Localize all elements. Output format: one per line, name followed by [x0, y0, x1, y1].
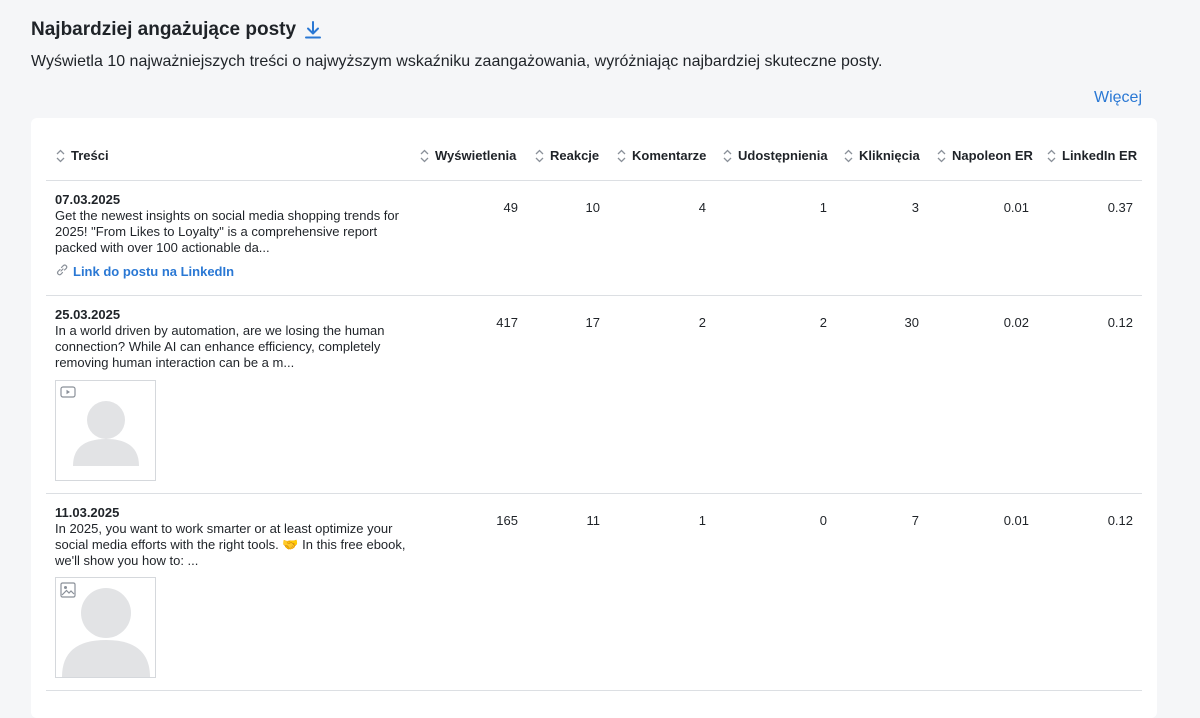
cell-reactions: 10 — [585, 200, 600, 215]
link-icon — [55, 263, 69, 280]
sort-icon — [1047, 149, 1056, 163]
image-icon — [60, 582, 76, 603]
posts-table-card — [31, 118, 1157, 718]
post-thumbnail[interactable] — [55, 577, 156, 678]
cell-napoleon-er: 0.01 — [1003, 513, 1029, 528]
cell-reactions: 11 — [586, 513, 600, 528]
download-icon[interactable] — [304, 20, 322, 40]
post-text: In a world driven by automation, are we losing the human connection? While AI can enhance efficiency, completely removing human interaction can be a m... — [55, 323, 385, 370]
cell-comments: 1 — [698, 513, 706, 528]
cell-clicks: 3 — [911, 200, 919, 215]
cell-views: 417 — [496, 315, 518, 330]
more-link[interactable]: Więcej — [1093, 89, 1142, 106]
table-row — [46, 296, 1142, 494]
post-date: 25.03.2025 — [55, 307, 121, 322]
post-thumbnail[interactable] — [55, 380, 156, 481]
cell-linkedin-er: 0.12 — [1107, 315, 1133, 330]
section-title — [31, 19, 322, 41]
cell-reactions: 17 — [585, 315, 600, 330]
sort-icon — [56, 149, 65, 163]
cell-clicks: 7 — [911, 513, 919, 528]
sort-icon — [723, 149, 732, 163]
cell-linkedin-er: 0.12 — [1107, 513, 1133, 528]
video-icon — [60, 385, 76, 404]
column-header-content[interactable]: Treści — [56, 148, 109, 163]
section-title-text: Najbardziej angażujące posty — [31, 19, 297, 40]
cell-napoleon-er: 0.02 — [1003, 315, 1029, 330]
sort-icon — [420, 149, 429, 163]
column-header-shares[interactable]: Udostępnienia — [723, 148, 828, 163]
column-header-reactions[interactable]: Reakcje — [535, 148, 599, 163]
sort-icon — [617, 149, 626, 163]
cell-napoleon-er: 0.01 — [1003, 200, 1029, 215]
cell-shares: 0 — [819, 513, 827, 528]
column-header-clicks[interactable]: Kliknięcia — [844, 148, 920, 163]
post-text: Get the newest insights on social media shopping trends for 2025! "From Likes to Loyalty" is a comprehensive report packed with over 100 actionable da... — [55, 208, 399, 255]
sort-icon — [844, 149, 853, 163]
cell-comments: 4 — [698, 200, 706, 215]
post-link[interactable]: Link do postu na LinkedIn — [55, 263, 234, 280]
cell-linkedin-er: 0.37 — [1107, 200, 1133, 215]
cell-views: 165 — [496, 513, 518, 528]
table-row — [46, 494, 1142, 691]
sort-icon — [937, 149, 946, 163]
column-header-napoleon-er[interactable]: Napoleon ER — [937, 148, 1033, 163]
post-date: 07.03.2025 — [55, 192, 121, 207]
column-header-views[interactable]: Wyświetlenia — [420, 148, 516, 163]
sort-icon — [535, 149, 544, 163]
post-text: In 2025, you want to work smarter or at least optimize your social media efforts with the right tools. 🤝 In this free ebook, we'll show you how to: ... — [55, 521, 406, 568]
cell-clicks: 30 — [904, 315, 919, 330]
table-header — [46, 144, 1142, 181]
cell-comments: 2 — [698, 315, 706, 330]
cell-shares: 2 — [819, 315, 827, 330]
section-subtitle: Wyświetla 10 najważniejszych treści o najwyższym wskaźniku zaangażowania, wyróżniając najbardziej skuteczne posty. — [31, 53, 883, 70]
column-header-comments[interactable]: Komentarze — [617, 148, 706, 163]
post-date: 11.03.2025 — [55, 505, 120, 520]
cell-shares: 1 — [819, 200, 827, 215]
table-row — [46, 181, 1142, 296]
column-header-linkedin-er[interactable]: LinkedIn ER — [1047, 148, 1137, 163]
cell-views: 49 — [503, 200, 518, 215]
